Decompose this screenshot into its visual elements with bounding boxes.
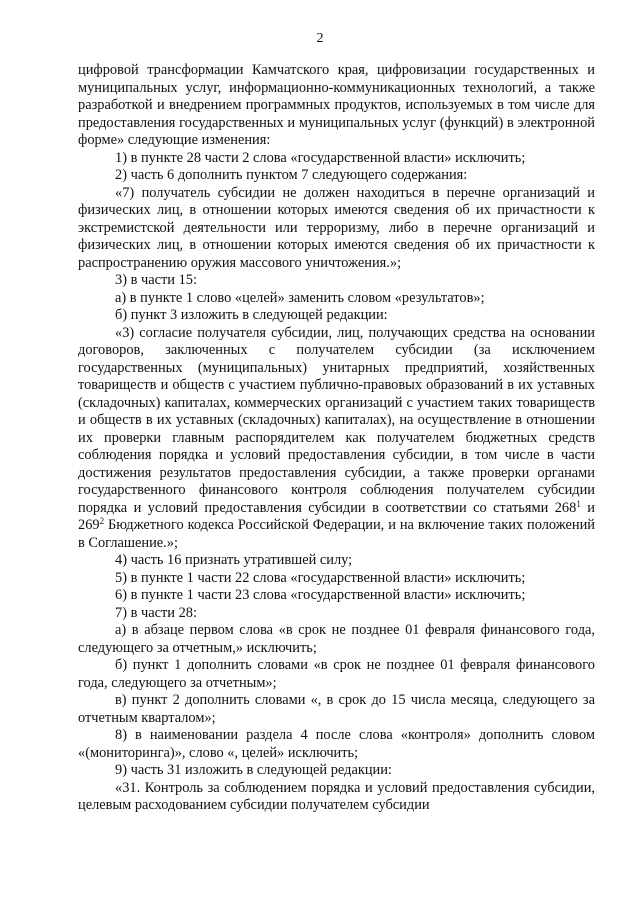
paragraph-item-3: 3) в части 15: [115,272,197,288]
paragraph-item-9-quote: «31. Контроль за соблюдением порядка и условий предоставления субсидии, целевым расходованием субсидии получателем субсидии [78,779,595,813]
paragraph-item-9: 9) часть 31 изложить в следующей редакции: [115,762,392,778]
paragraph-item-7b: б) пункт 1 дополнить словами «в срок не позднее 01 февраля финансового года, следующего за отчетным»; [78,657,595,691]
document-body [78,62,595,815]
paragraph-item-6: 6) в пункте 1 части 23 слова «государственной власти» исключить; [115,587,526,603]
paragraph-item-7c: в) пункт 2 дополнить словами «, в срок до 15 числа месяца, следующего за отчетным кварталом»; [78,692,595,726]
paragraph-item-2-quote: «7) получатель субсидии не должен находиться в перечне организаций и физических лиц, в отношении которых имеются сведения об их причастности к экстремистской деятельности или терроризму, либо в перечне организаций и физических лиц, в отношении которых имеются сведения об их причастности к распространению оружия массового уничтожения.»; [78,184,595,271]
paragraph-item-8: 8) в наименовании раздела 4 после слова «контроля» дополнить словом «(мониторинга)», слово «, целей» исключить; [78,727,595,761]
superscript-2: 2 [99,516,105,526]
paragraph-item-1: 1) в пункте 28 части 2 слова «государственной власти» исключить; [115,149,526,166]
superscript-1: 1 [576,498,581,509]
paragraph-item-3a: а) в пункте 1 слово «целей» заменить словом «результатов»; [115,289,485,306]
paragraph-item-3b-quote [78,325,595,553]
paragraph-item-3b: б) пункт 3 изложить в следующей редакции: [115,307,388,323]
quote-text-part-2: и 269 [78,499,595,533]
paragraph-item-5: 5) в пункте 1 части 22 слова «государственной власти» исключить; [115,569,526,586]
paragraph-item-2: 2) часть 6 дополнить пунктом 7 следующего содержания: [115,167,468,183]
paragraph-item-7: 7) в части 28: [115,604,197,621]
quote-text-part-1: «3) согласие получателя субсидии, лиц, получающих средства на основании договоров, заключенных с получателем субсидии (за исключением государственных (муниципальных) унитарных предприятий, хозяйственных товариществ и обществ с участием публично-правовых образований в их уставных (складочных) капиталах, коммерческих организаций с участием таких товариществ и обществ в их уставных (складочных) капиталах), на осуществление в отношении их проверки главным распорядителем как получателем бюджетных средств соблюдения порядка и условий предоставления субсидии, в том числе в части достижения результатов предоставления субсидии, а также проверки органами государственного финансового контроля соблюдения получателем субсидии порядка и условий предоставления субсидии в соответствии со статьями 268 [78,324,595,516]
paragraph-item-7a: а) в абзаце первом слова «в срок не позднее 01 февраля финансового года, следующего за отчетным,» исключить; [78,622,595,656]
page-number: 2 [316,31,324,46]
paragraph-intro: цифровой трансформации Камчатского края, цифровизации государственных и муниципальных услуг, информационно-коммуникационных технологий, а также разработкой и внедрением программных продуктов, используемых в том числе для предоставления государственных и муниципальных услуг (функций) в электронной форме» следующие изменения: [78,62,595,148]
paragraph-item-4: 4) часть 16 признать утратившей силу; [115,552,353,568]
quote-text-part-3: Бюджетного кодекса Российской Федерации, и на включение таких положений в Соглашение.»; [78,517,595,551]
